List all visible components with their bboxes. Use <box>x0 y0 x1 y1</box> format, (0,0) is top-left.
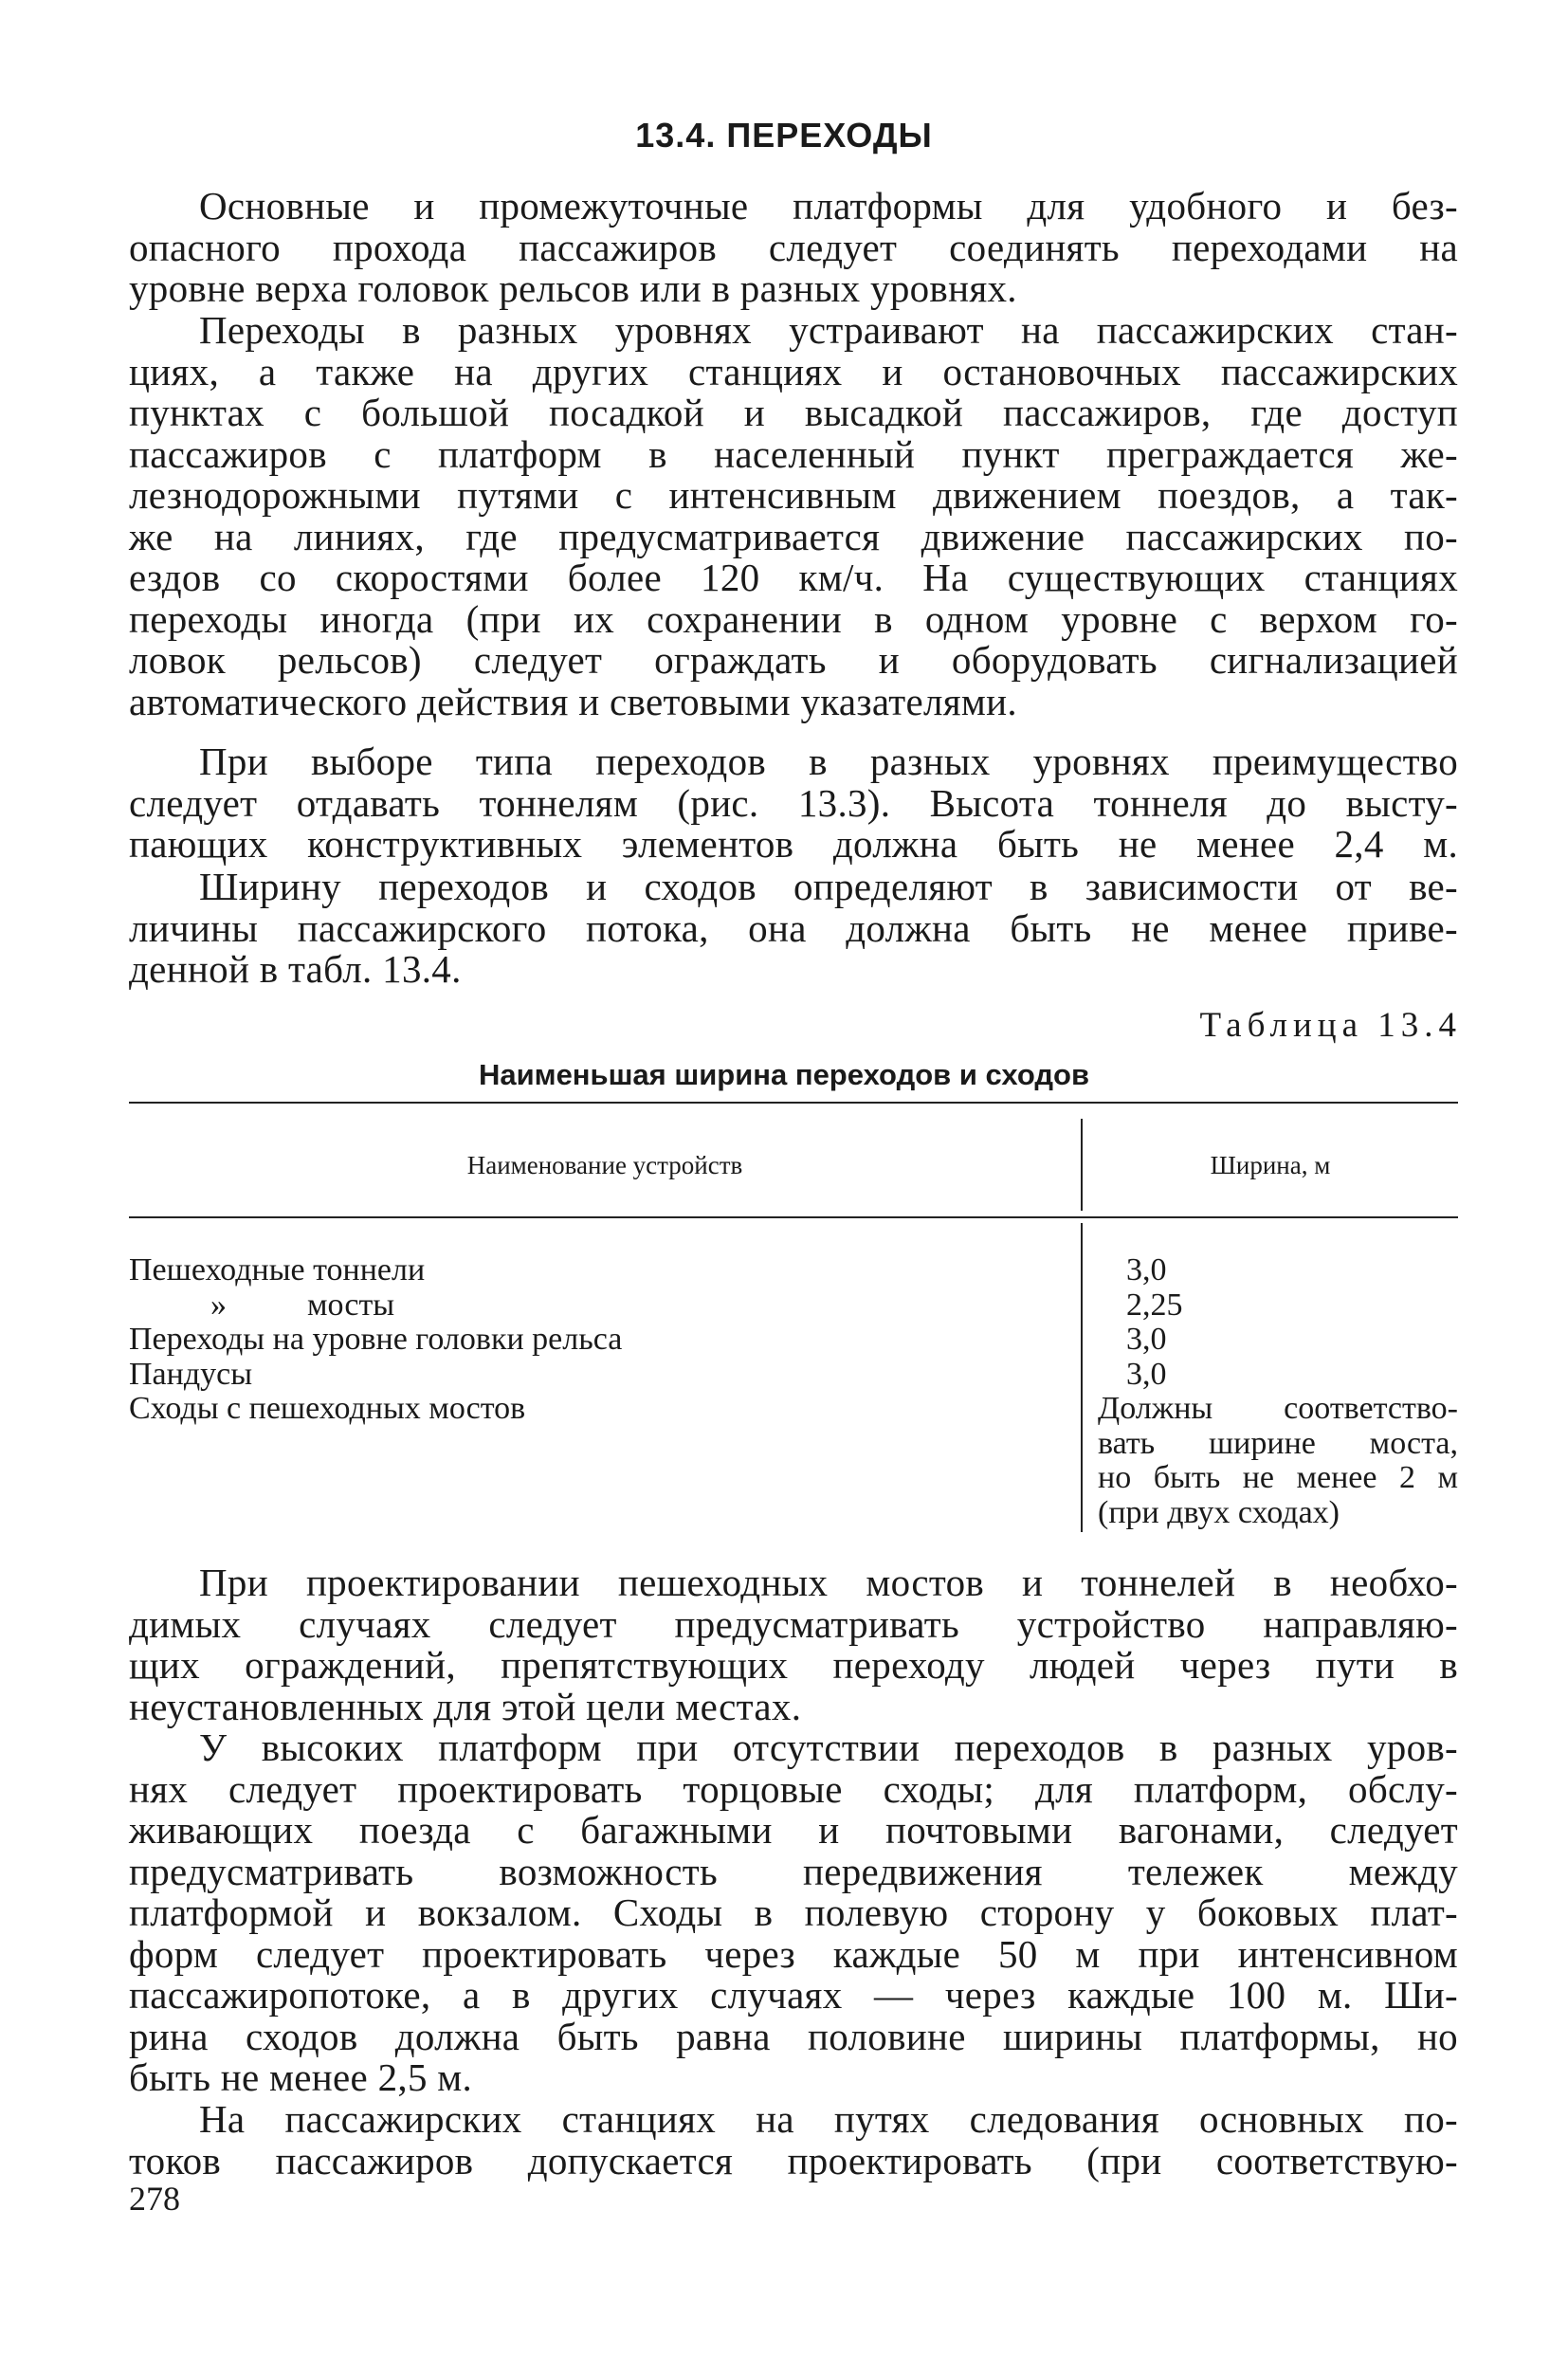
table-row-name: Пандусы <box>129 1356 253 1392</box>
text-line: платформой и вокзалом. Сходы в полевую сторону у боковых плат- <box>129 1890 1458 1934</box>
table-note-line: но быть не менее 2 м <box>1098 1460 1458 1495</box>
text-line: рина сходов должна быть равна половине ширины платформы, но <box>129 2014 1458 2058</box>
text-line: Переходы в разных уровнях устраивают на пассажирских стан- <box>199 308 1458 352</box>
paragraph-7 <box>129 2099 1458 2182</box>
text-line: пассажиров с платформ в населенный пункт преграждается же- <box>129 431 1458 476</box>
text-line: быть не менее 2,5 м. <box>129 2055 473 2099</box>
paragraph-5 <box>129 1562 1458 1727</box>
text-line: пассажиропотоке, а в других случаях — через каждые 100 м. Ши- <box>129 1973 1458 2017</box>
table-note-line: Должны соответство- <box>1098 1391 1458 1426</box>
page-number: 278 <box>129 2180 180 2218</box>
table-name-column <box>129 1253 622 1427</box>
paragraph-3 <box>129 741 1458 866</box>
text-line: токов пассажиров допускается проектировать (при соответствую- <box>129 2138 1458 2182</box>
text-line: личины пассажирского потока, она должна быть не менее приве- <box>129 905 1458 950</box>
text-line: При выборе типа переходов в разных уровнях преимущество <box>199 740 1458 783</box>
text-line: следует отдавать тоннелям (рис. 13.3). Высота тоннеля до высту- <box>129 780 1458 825</box>
table-row-width: 3,0 <box>1126 1322 1167 1357</box>
table-row-name: » мосты <box>210 1287 395 1323</box>
column-header-name: Наименование устройств <box>466 1151 743 1179</box>
text-line: предусматривать возможность передвижения тележек между <box>129 1849 1458 1893</box>
text-line: пунктах с большой посадкой и высадкой пассажиров, где доступ <box>129 391 1458 434</box>
table-title: Наименьшая ширина переходов и сходов <box>478 1058 1090 1091</box>
text-line: ловок рельсов) следует ограждать и оборудовать сигнализацией <box>129 638 1458 682</box>
table-label: Таблица 13.4 <box>1199 1006 1462 1045</box>
text-line: нях следует проектировать торцовые сходы; для платформ, обслу- <box>129 1766 1458 1811</box>
text-line: автоматического действия и световыми указателями. <box>129 679 1017 723</box>
table-header-rule <box>129 1216 1458 1218</box>
text-line: же на линиях, где предусматривается движение пассажирских по- <box>129 514 1458 558</box>
text-line: уровне верха головок рельсов или в разных уровнях. <box>129 266 1017 310</box>
text-line: опасного прохода пассажиров следует соединять переходами на <box>129 225 1458 269</box>
table-row-width: 3,0 <box>1126 1356 1167 1392</box>
table-row-name: Пешеходные тоннели <box>129 1252 426 1287</box>
text-line: живающих поезда с багажными и почтовыми вагонами, следует <box>129 1808 1458 1852</box>
table-note-line: (при двух сходах) <box>1098 1494 1340 1530</box>
text-line: форм следует проектировать через каждые 50 м при интенсивном <box>129 1931 1458 1976</box>
table-column-divider-body <box>1081 1223 1083 1532</box>
column-header-width: Ширина, м <box>1210 1151 1331 1179</box>
text-line: Основные и промежуточные платформы для удобного и без- <box>199 184 1458 228</box>
text-line: лезнодорожными путями с интенсивным движением поездов, а так- <box>129 473 1458 517</box>
text-line: неустановленных для этой цели местах. <box>129 1684 802 1728</box>
table-top-rule <box>129 1102 1458 1104</box>
section-title: 13.4. ПЕРЕХОДЫ <box>635 116 933 155</box>
text-line: переходы иногда (при их сохранении в одном уровне с верхом го- <box>129 596 1458 641</box>
text-line: На пассажирских станциях на путях следования основных по- <box>199 2097 1458 2141</box>
text-line: димых случаях следует предусматривать устройство направляю- <box>129 1601 1458 1646</box>
text-line: циях, а также на других станциях и остановочных пассажирских <box>129 349 1458 393</box>
table-row-width-note <box>1098 1392 1458 1530</box>
text-line: пающих конструктивных элементов должна быть не менее 2,4 м. <box>129 822 1458 866</box>
table-row-width: 2,25 <box>1126 1287 1183 1323</box>
table-width-column <box>1126 1253 1183 1392</box>
table-row-width: 3,0 <box>1126 1252 1167 1287</box>
table-row-name: Сходы с пешеходных мостов <box>129 1391 526 1426</box>
paragraph-4 <box>129 867 1458 991</box>
table-note-line: вать ширине моста, <box>1098 1425 1458 1461</box>
text-line: Ширину переходов и сходов определяют в зависимости от ве- <box>199 865 1458 908</box>
text-line: ездов со скоростями более 120 км/ч. На существующих станциях <box>129 556 1458 599</box>
text-line: У высоких платформ при отсутствии переходов в разных уров- <box>199 1726 1458 1769</box>
paragraph-6 <box>129 1727 1458 2099</box>
table-row-name: Переходы на уровне головки рельса <box>129 1322 623 1357</box>
text-line: При проектировании пешеходных мостов и тоннелей в необхо- <box>199 1561 1458 1604</box>
paragraph-2 <box>129 310 1458 722</box>
text-line: щих ограждений, препятствующих переходу людей через пути в <box>129 1643 1458 1687</box>
paragraph-1 <box>129 186 1458 310</box>
text-line: денной в табл. 13.4. <box>129 947 462 991</box>
